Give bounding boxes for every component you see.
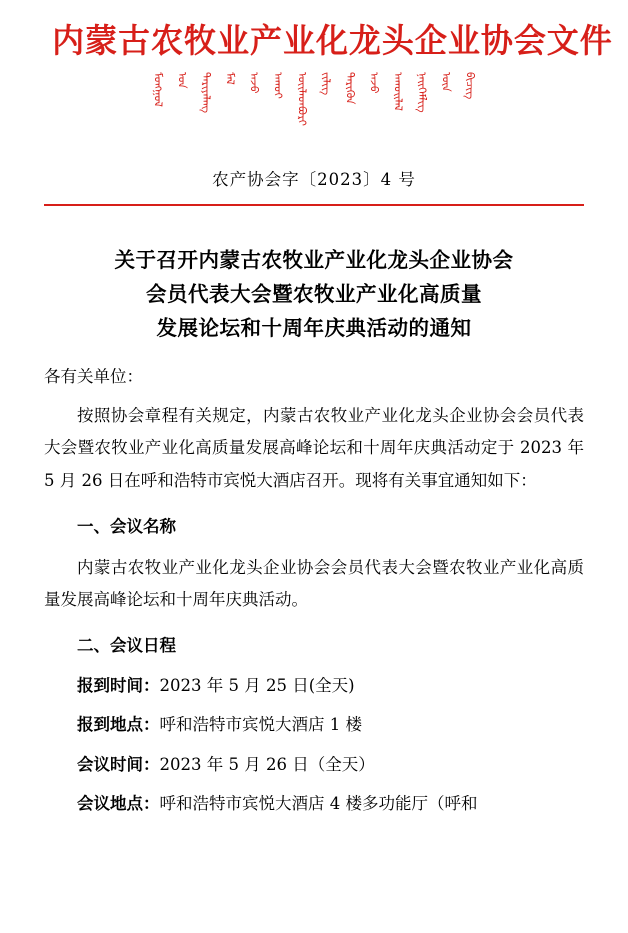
mongolian-column: ᠲᠠᠷᠢᠶᠠᠯᠠᠩ — [199, 71, 213, 113]
mongolian-column: ᠪᠢᠴᠢᠭ — [463, 71, 477, 100]
mongolian-column: ᠠᠬᠤᠢ — [271, 71, 285, 99]
section-heading-meeting-name: 一、会议名称 — [77, 516, 176, 536]
schedule-item — [44, 709, 584, 740]
mongolian-column: ᠮᠣᠩᠭᠤᠯ — [151, 71, 165, 107]
mongolian-column: ᠮᠠᠯ — [223, 71, 237, 85]
mongolian-column: ᠤᠨ — [175, 71, 189, 89]
schedule-item-value: 2023 年 5 月 26 日（全天） — [159, 754, 375, 774]
document-title-line: 发展论坛和十周年庆典活动的通知 — [156, 316, 472, 341]
document-number: 农产协会字〔2023〕4 号 — [212, 169, 416, 189]
mongolian-column: ᠦᠢᠯᠡᠳᠪᠦᠷᠢ — [295, 71, 309, 126]
intro-paragraph: 按照协会章程有关规定，内蒙古农牧业产业化龙头企业协会会员代表大会暨农牧业产业化高质量发展高峰论坛和十周年庆典活动定于 2023 年 5 月 26 日在呼和浩特市宾悦大酒店召开。现将有关事宜通知如下： — [44, 406, 584, 490]
schedule-item-label: 会议时间： — [77, 754, 160, 774]
document-title-line: 会员代表大会暨农牧业产业化高质量 — [146, 282, 482, 307]
section-paragraph-meeting-name: 内蒙古农牧业产业化龙头企业协会会员代表大会暨农牧业产业化高质量发展高峰论坛和十周年庆典活动。 — [44, 558, 584, 610]
schedule-item-value: 呼和浩特市宾悦大酒店 4 楼多功能厅（呼和 — [159, 793, 478, 813]
schedule-item — [44, 670, 584, 701]
mongolian-column: ᠠᠬᠤᠢᠯᠠᠯ — [391, 71, 405, 111]
schedule-item-label: 报到时间： — [77, 675, 160, 695]
letterhead — [44, 0, 613, 190]
mongolian-column: ᠨᠡᠢᠭᠡᠮᠯᠢᠭ — [415, 71, 429, 113]
mongolian-column: ᠵᠢᠯᠢᠭ — [319, 71, 333, 95]
mongolian-column: ᠲᠡᠷᠢᠭᠦᠨ — [343, 71, 357, 105]
mongolian-column: ᠠᠵᠤ — [367, 71, 381, 94]
schedule-item — [44, 788, 584, 819]
mongolian-script-row — [44, 72, 584, 134]
letterhead-title: 内蒙古农牧业产业化龙头企业协会文件 — [52, 21, 613, 60]
schedule-item-value: 2023 年 5 月 25 日(全天) — [159, 675, 355, 695]
schedule-item-label: 报到地点： — [77, 715, 160, 735]
schedule-item-value: 呼和浩特市宾悦大酒店 1 楼 — [159, 715, 362, 735]
mongolian-column: ᠦᠨ — [439, 71, 453, 92]
salutation: 各有关单位： — [44, 366, 143, 386]
red-divider-rule — [44, 204, 584, 207]
schedule-item-label: 会议地点： — [77, 793, 160, 813]
document-title-line: 关于召开内蒙古农牧业产业化龙头企业协会 — [114, 248, 514, 273]
section-heading-schedule: 二、会议日程 — [77, 636, 176, 656]
document-title — [44, 244, 584, 345]
schedule-item — [44, 749, 584, 780]
mongolian-column: ᠠᠵᠤ — [247, 71, 261, 94]
